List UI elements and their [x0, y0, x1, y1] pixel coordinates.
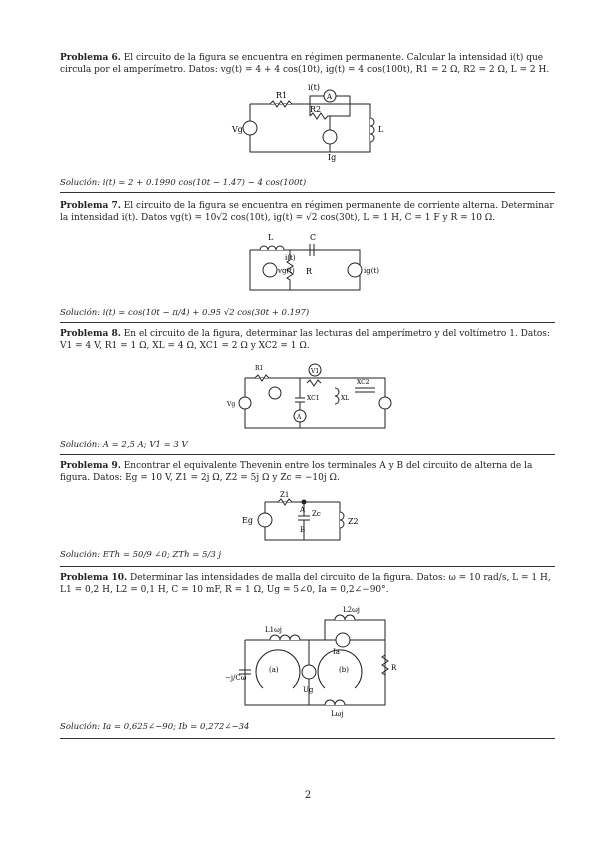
label-it: i(t): [308, 83, 321, 92]
problem-9-statement: [60, 460, 555, 484]
problem-7-text: El circuito de la figura se encuentra en régimen permanente de corriente alterna. Determinar la intensidad i(t). Datos vg(t) = 10√2 cos(10t), ig(t) = √2 cos(30t), L = 1 H, C = 1 F y R = 10 Ω.: [60, 201, 554, 223]
problem-10-statement: [60, 572, 555, 596]
problem-10-text: Determinar las intensidades de malla del circuito de la figura. Datos: ω = 10 rad/s, L = 1 H, L1 = 0,2 H, L2 = 0,1 H, C = 10 mF, R = 1 Ω, Ug = 5∠0, Ia = 0,2∠−90°.: [60, 573, 551, 595]
divider: [60, 192, 555, 193]
problem-10-title: Problema 10.: [60, 573, 128, 583]
label-xc1: XC1: [307, 395, 320, 402]
label-r: R: [391, 664, 397, 672]
label-a: A: [297, 414, 302, 421]
problem-10-solution: Solución: Ia = 0,625∠−90; Ib = 0,272∠−34: [60, 722, 250, 732]
label-b: B: [300, 526, 306, 534]
circuit-problem-7: [230, 230, 390, 300]
circuit-problem-9: [240, 490, 370, 546]
problem-8-title: Problema 8.: [60, 329, 121, 339]
label-xc2: XC2: [357, 379, 370, 386]
label-r2: R2: [310, 105, 322, 114]
label-eg: Eg: [242, 516, 253, 525]
problem-7-solution: Solución: i(t) = cos(10t − π/4) + 0.95 √2 cos(30t + 0.197): [60, 308, 310, 318]
label-ug: Ug: [303, 686, 314, 694]
problem-9-text: Encontrar el equivalente Thevenin entre los terminales A y B del circuito de alterna de la figura. Datos: Eg = 10 V, Z1 = 2j Ω, Z2 = 5j Ω y Zc = −10j Ω.: [60, 461, 533, 483]
label-it: i(t): [285, 254, 296, 262]
problem-6-solution: Solución: i(t) = 2 + 0.1990 cos(10t − 1.47) − 4 cos(100t): [60, 178, 307, 188]
label-r1: R1: [276, 91, 288, 100]
circuit-problem-10: [225, 600, 405, 718]
problem-6-text: El circuito de la figura se encuentra en régimen permanente. Calcular la intensidad i(t) que circula por el amperímetro. Datos: vg(t) = 4 + 4 cos(10t), ig(t) = 4 cos(100t), R1 = 2 Ω, R2 = 2 Ω, L = 2 H.: [60, 53, 550, 75]
circuit-problem-8: [225, 358, 400, 436]
label-l2wj: L2ωj: [343, 606, 360, 614]
label-r: R: [306, 267, 313, 276]
label-a: A: [327, 93, 333, 101]
label-lwj: Lωj: [331, 710, 344, 718]
label-a: A: [300, 506, 306, 514]
label-zc: Zc: [312, 510, 321, 518]
label-z2: Z2: [348, 517, 359, 526]
label-r1: R1: [255, 365, 264, 372]
problem-8-statement: [60, 328, 555, 352]
label-ig: ig(t): [364, 267, 379, 275]
label-vg: Vg: [227, 401, 236, 408]
label-mb: (b): [339, 666, 349, 674]
problem-7-statement: [60, 200, 555, 224]
divider: [60, 566, 555, 567]
label-l: L: [378, 125, 384, 134]
problem-8-text: En el circuito de la figura, determinar las lecturas del amperímetro y del voltímetro 1. Datos: V1 = 4 V, R1 = 1 Ω, XL = 4 Ω, XC1 = 2 Ω y XC2 = 1 Ω.: [60, 329, 550, 351]
label-l1wj: L1ωj: [265, 626, 282, 634]
label-cap: −j/Cω: [225, 674, 247, 682]
page-number: 2: [304, 790, 312, 801]
circuit-problem-6: [230, 82, 390, 162]
divider: [60, 322, 555, 323]
problem-9-title: Problema 9.: [60, 461, 121, 471]
label-ia: Ia: [333, 648, 340, 656]
problem-7-title: Problema 7.: [60, 201, 121, 211]
problem-8-solution: Solución: A = 2,5 A; V1 = 3 V: [60, 440, 188, 450]
problem-6-title: Problema 6.: [60, 53, 121, 63]
divider: [60, 454, 555, 455]
label-ig: Ig: [328, 153, 337, 162]
label-xl: XL: [341, 395, 350, 402]
label-vg: Vg: [232, 125, 243, 134]
label-c: C: [310, 233, 317, 242]
label-l: L: [268, 233, 274, 242]
label-vg: vg(t): [278, 267, 295, 275]
problem-9-solution: Solución: ETh = 50/9 ∠0; ZTh = 5/3 j: [60, 550, 222, 560]
label-z1: Z1: [280, 491, 290, 499]
divider: [60, 738, 555, 739]
label-v1: V1: [311, 368, 320, 375]
label-ma: (a): [269, 666, 279, 674]
problem-6-statement: [60, 52, 555, 76]
